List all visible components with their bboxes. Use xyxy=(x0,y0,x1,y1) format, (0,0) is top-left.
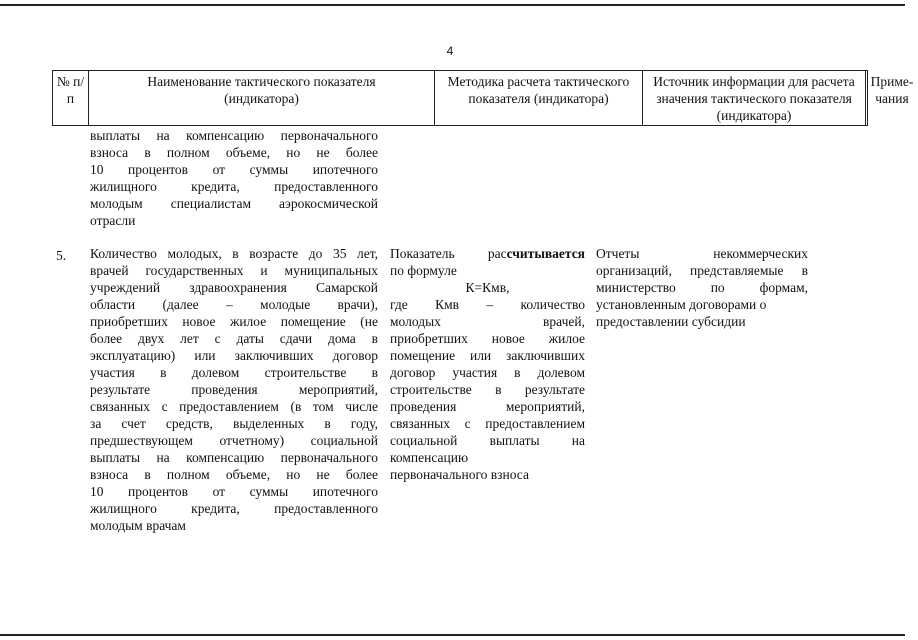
header-cell-method xyxy=(435,71,642,125)
method-line: молодых врачей, xyxy=(390,314,585,329)
source-line: предоставлении субсидии xyxy=(596,314,746,329)
method-line: социальной выплаты на xyxy=(390,433,585,448)
information-source xyxy=(596,245,808,330)
row-number: 5. xyxy=(56,248,67,263)
text-line: 10 процентов от суммы ипотечного xyxy=(90,162,378,177)
method-line: проведения мероприятий, xyxy=(390,399,585,414)
source-line: установленным договорами о xyxy=(596,297,767,312)
text-line: молодым врачам xyxy=(90,518,186,533)
method-line: по формуле xyxy=(390,263,457,278)
table-header xyxy=(52,70,914,126)
source-line: министерство по формам, xyxy=(596,280,808,295)
method-prefix: Показатель рас xyxy=(390,246,507,261)
continued-indicator-name xyxy=(90,127,378,229)
text-line: выплаты на компенсацию первоначального xyxy=(90,128,378,143)
method-line: приобретших новое жилое xyxy=(390,331,585,346)
text-line: предшествующем отчетному) социальной xyxy=(90,433,378,448)
top-border-line xyxy=(0,4,905,6)
header-source-label: Источник информации для расчета значения тактического показателя (индикатора) xyxy=(653,74,855,123)
text-line: учреждений здравоохранения Самарской xyxy=(90,280,378,295)
text-line: за счет средств, выделенных в году, xyxy=(90,416,378,431)
text-line: жилищного кредита, предоставленного xyxy=(90,501,378,516)
method-line: договор участия в долевом xyxy=(390,365,585,380)
text-line: взноса в полном объеме, но не более xyxy=(90,467,378,482)
text-line: врачей государственных и муниципальных xyxy=(90,263,378,278)
text-line: результате проведения мероприятий, xyxy=(90,382,378,397)
calculation-method xyxy=(390,245,585,483)
text-line: взноса в полном объеме, но не более xyxy=(90,145,378,160)
method-description xyxy=(390,296,585,483)
text-line: Количество молодых, в возрасте до 35 лет, xyxy=(90,246,378,261)
formula: К=Кмв, xyxy=(465,280,510,295)
source-line: организаций, представляемые в xyxy=(596,263,808,278)
text-line: приобретших новое жилое помещение (не xyxy=(90,314,378,329)
method-bold: считывается xyxy=(506,246,585,261)
text-line: молодым специалистам аэрокосмической xyxy=(90,196,378,211)
method-line: первоначального взноса xyxy=(390,467,529,482)
text-line: 10 процентов от суммы ипотечного xyxy=(90,484,378,499)
header-cell-source xyxy=(643,71,865,125)
header-cell-number xyxy=(53,71,88,125)
source-line: Отчеты некоммерческих xyxy=(596,246,808,261)
bottom-border-line xyxy=(0,634,905,636)
text-line: жилищного кредита, предоставленного xyxy=(90,179,378,194)
text-line: эксплуатацию) или заключивших договор xyxy=(90,348,378,363)
text-line: связанных с предоставлением (в том числе xyxy=(90,399,378,414)
method-line: связанных с предоставлением xyxy=(390,416,585,431)
method-line: где Кмв – количество xyxy=(390,297,585,312)
indicator-name xyxy=(90,245,378,534)
method-line: строительстве в результате xyxy=(390,382,585,397)
text-line: отрасли xyxy=(90,213,136,228)
method-line: компенсацию xyxy=(390,450,469,465)
text-line: области (далее – молодые врачи), xyxy=(90,297,378,312)
header-name-label: Наименование тактического показателя (индикатора) xyxy=(147,74,376,106)
header-method-label: Методика расчета тактического показателя (индикатора) xyxy=(447,74,630,106)
method-line: помещение или заключивших xyxy=(390,348,585,363)
header-note-label: Приме-чания xyxy=(870,74,914,106)
page-number: 4 xyxy=(446,44,454,58)
header-number-label: № п/п xyxy=(56,74,85,106)
text-line: выплаты на компенсацию первоначального xyxy=(90,450,378,465)
header-cell-name xyxy=(89,71,434,125)
text-line: участия в долевом строительстве в xyxy=(90,365,378,380)
method-line xyxy=(390,245,585,262)
header-cell-note xyxy=(866,71,918,125)
text-line: более двух лет с даты сдачи дома в xyxy=(90,331,378,346)
